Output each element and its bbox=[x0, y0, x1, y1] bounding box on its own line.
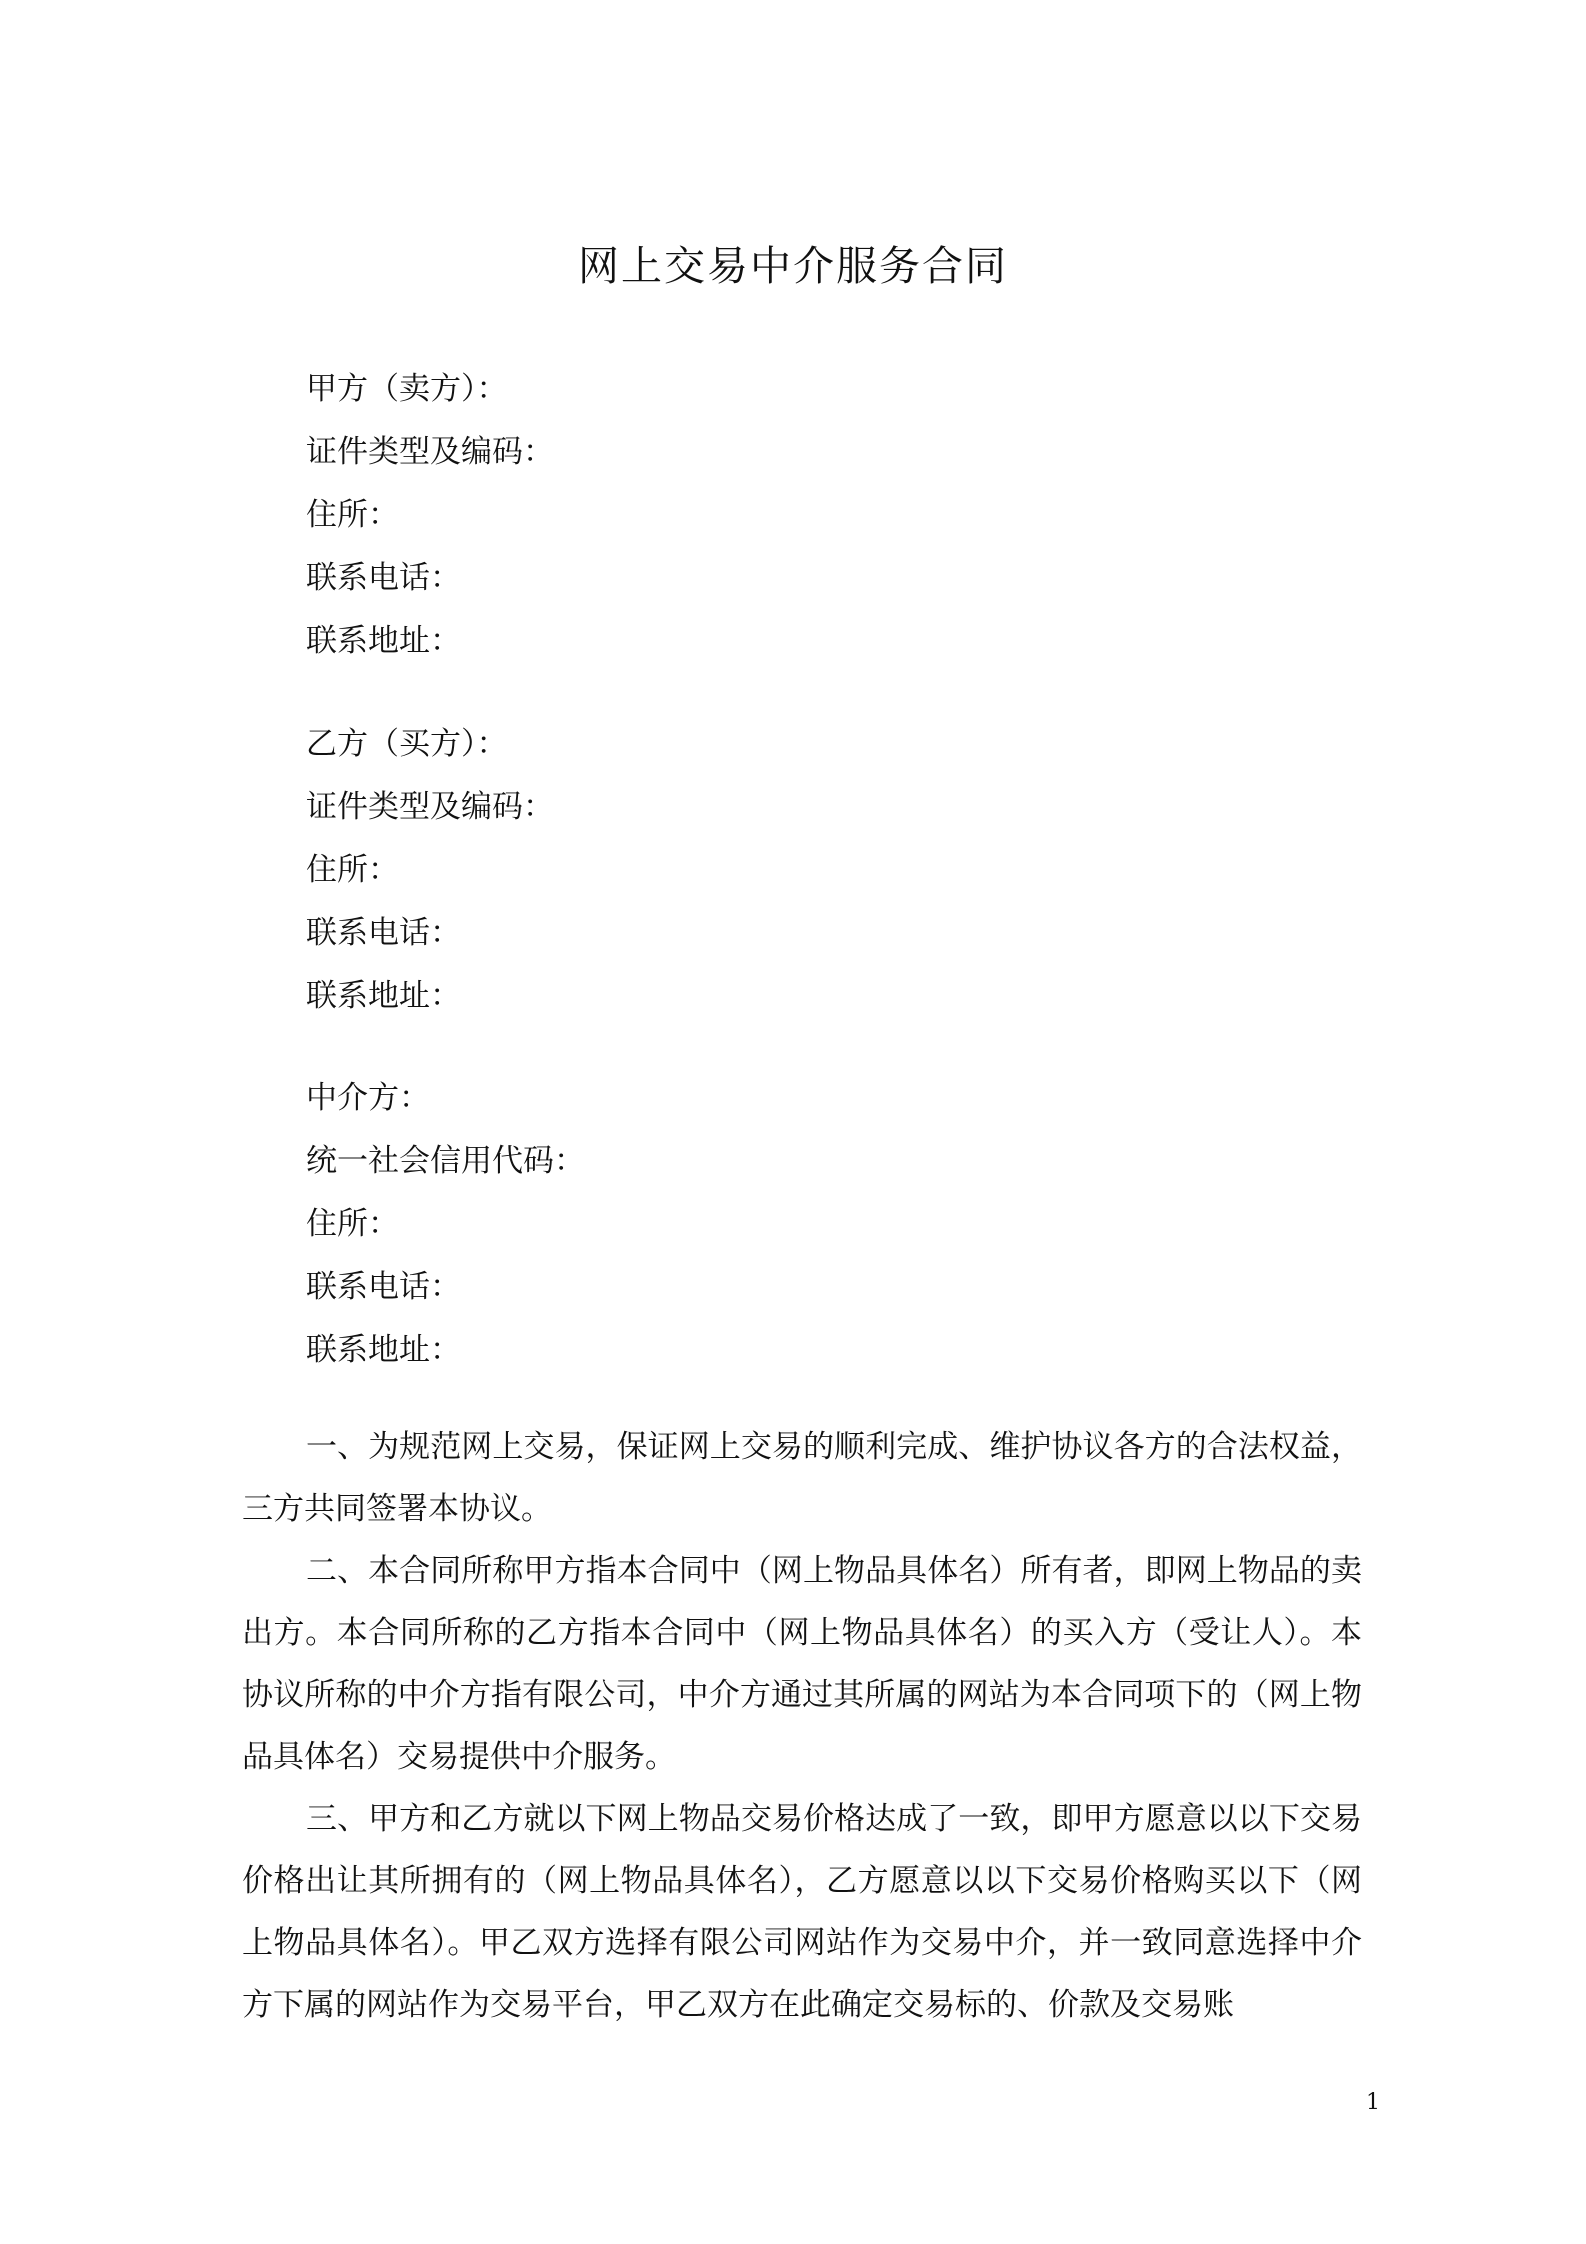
clause-2: 二、本合同所称甲方指本合同中（网上物品具体名）所有者，即网上物品的卖出方。本合同所称的乙方指本合同中（网上物品具体名）的买入方（受让人）。本协议所称的中介方指有限公司，中介方通过其所属的网站为本合同项下的（网上物品具体名）交易提供中介服务。 bbox=[242, 1553, 1362, 1775]
contract-body bbox=[242, 1416, 1362, 2036]
party-b-label: 乙方（买方）： bbox=[306, 726, 508, 762]
party-b-phone: 联系电话： bbox=[306, 915, 461, 951]
party-b-section bbox=[306, 713, 1406, 1028]
clause-1: 一、为规范网上交易，保证网上交易的顺利完成、维护协议各方的合法权益，三方共同签署本协议。 bbox=[242, 1429, 1362, 1527]
intermediary-residence: 住所： bbox=[306, 1206, 399, 1242]
intermediary-phone: 联系电话： bbox=[306, 1269, 461, 1305]
intermediary-address: 联系地址： bbox=[306, 1332, 461, 1368]
party-a-id: 证件类型及编码： bbox=[306, 434, 554, 470]
page-number: 1 bbox=[1366, 2090, 1380, 2115]
party-a-address: 联系地址： bbox=[306, 623, 461, 659]
party-b-id: 证件类型及编码： bbox=[306, 789, 554, 825]
clause-3: 三、甲方和乙方就以下网上物品交易价格达成了一致，即甲方愿意以以下交易价格出让其所拥有的（网上物品具体名），乙方愿意以以下交易价格购买以下（网上物品具体名）。甲乙双方选择有限公司网站作为交易中介，并一致同意选择中介方下属的网站作为交易平台，甲乙双方在此确定交易标的、价款及交易账 bbox=[242, 1801, 1362, 2023]
party-b-address: 联系地址： bbox=[306, 978, 461, 1014]
intermediary-credit-code: 统一社会信用代码： bbox=[306, 1143, 585, 1179]
party-a-phone: 联系电话： bbox=[306, 560, 461, 596]
party-a-residence: 住所： bbox=[306, 497, 399, 533]
document-title: 网上交易中介服务合同 bbox=[578, 242, 1008, 290]
party-a-label: 甲方（卖方）： bbox=[306, 371, 508, 407]
intermediary-section bbox=[306, 1067, 1406, 1382]
party-b-residence: 住所： bbox=[306, 852, 399, 888]
party-a-section bbox=[306, 358, 1406, 673]
intermediary-label: 中介方： bbox=[306, 1080, 430, 1116]
